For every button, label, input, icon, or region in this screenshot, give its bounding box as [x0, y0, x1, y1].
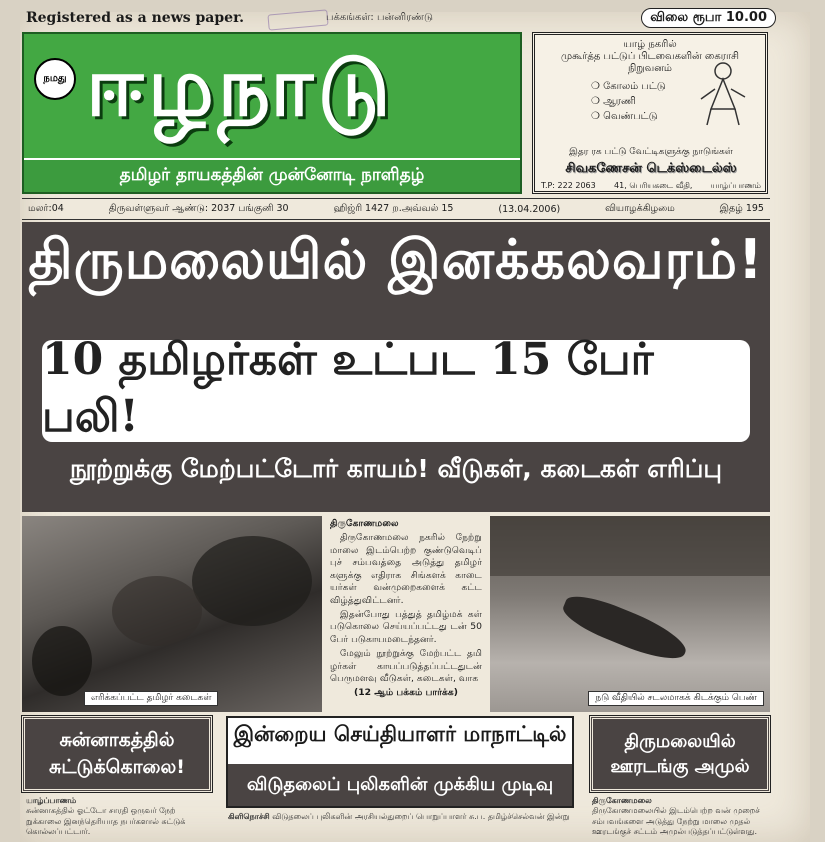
- page-count: பக்கங்கள்: பன்னிரண்டு: [326, 12, 433, 23]
- burned-shops-photo: [22, 516, 322, 712]
- ad-phone: T.P: 222 2063: [541, 181, 596, 190]
- lead-story: [326, 516, 486, 712]
- left-story-snippet: [26, 796, 212, 838]
- masthead: [22, 32, 522, 194]
- third-headline: நூற்றுக்கு மேற்பட்டோர் காயம்! வீடுகள், கடைகள் எரிப்பு: [70, 454, 722, 483]
- ad-box: [532, 32, 768, 194]
- top-strip: [26, 8, 776, 30]
- tagline-bar: [24, 158, 520, 192]
- street-victim-photo: [490, 516, 770, 712]
- ad-item: ❍ வெண்பட்டு: [591, 111, 759, 123]
- box-left-line2: சுட்டுக்கொலை!: [49, 756, 185, 778]
- headline-block: [22, 222, 770, 512]
- ad-city: யாழ்ப்பாணம்: [710, 181, 761, 190]
- right-story-snippet: [592, 796, 770, 838]
- story-dateline: திருகோணமலை: [330, 518, 399, 529]
- woman-figure-icon: [693, 59, 751, 127]
- curfew-box: [590, 716, 770, 792]
- snippet-body: திருகோணமலையில் இடம்பெற்ற வன் முறைச் சம்பவங்களை அடுத்து நேற்று மாலை முதல் ஊரடங்குச் சட்டம் அமுல்படுத்தப்பட்டுள்ளது.: [592, 806, 760, 837]
- price-badge: விலை ரூபா 10.00: [641, 8, 776, 28]
- smoke-shape: [32, 626, 92, 696]
- snippet-body: சுன்னாகத்தில் ஓட்டோ சாரதி ஒருவர் நேற் றுக்காலை இனந்தெரியாத நபர்களால் சுட்டுக் கொல்லப்பட்டார்.: [26, 806, 186, 837]
- ad-address-row: [541, 181, 761, 191]
- snippet-dateline: கிளிநொச்சி: [228, 812, 270, 821]
- tagline: தமிழர் தாயகத்தின் முன்னோடி நாளிதழ்: [119, 165, 425, 185]
- chunnakam-box: [22, 716, 212, 792]
- ad-tail: இதர ரக பட்டு வேட்டிகளுக்கு நாடுங்கள்: [569, 147, 733, 157]
- main-headline: திருமலையில் இனக்கலவரம்!: [28, 228, 764, 291]
- ad-line1: யாழ் நகரில்: [623, 39, 677, 50]
- newspaper-title: ஈழநாடு: [86, 40, 395, 135]
- volume: மலர்:04: [28, 203, 64, 214]
- story-paragraph: மேலும் நூற்றுக்கு மேற்பட்ட தமி ழர்கள் காயப்படுத்தப்பட்டதுடன் பெருமளவு வீடுகள், கடைகள், வாக: [330, 648, 482, 685]
- subheadline-box: [42, 334, 750, 442]
- issue-date: (13.04.2006): [498, 203, 561, 215]
- subheadline: 10 தமிழர்கள் உட்பட 15 பேர் பலி!: [42, 334, 654, 442]
- snippet-dateline: திருகோணமலை: [592, 796, 652, 805]
- story-paragraph: திருகோணமலை நகரில் நேற்று மாலை இடம்பெற்ற குண்டுவெடிப் புச் சம்பவத்தை அடுத்து தமிழர் களுக்கு எதிராக சிங்களக் காடை யர்கள் வன்முறைகளைக் கட்ட விழ்த்துவிட்டனர்.: [330, 532, 482, 606]
- valluvar-year: திருவள்ளுவர் ஆண்டு: 2037 பங்குனி 30: [108, 203, 289, 214]
- masthead-panel: [24, 34, 520, 162]
- mid-story-snippet: [228, 812, 572, 822]
- victim-shape: [558, 588, 691, 668]
- box-left-line1: சுன்னாகத்தில்: [59, 729, 175, 752]
- issue-number: இதழ் 195: [719, 203, 764, 214]
- registration-note: Registered as a news paper.: [26, 10, 245, 26]
- hijri-date: ஹிஜ்ரி 1427 ற.அவ்வல் 15: [333, 203, 454, 214]
- ad-line2: முகூர்த்த பட்டுப் பிடவைகளின் கைராசி நிறுவனம்: [560, 51, 740, 74]
- box-right-line2: ஊரடங்கு அமுல்: [610, 756, 750, 777]
- box-mid-line1: இன்றைய செய்தியாளர் மாநாட்டில்: [233, 722, 567, 746]
- story-paragraph: இதன்போது பத்துத் தமிழ்மக் கள் படுகொலை செய்யப்பட்டது டன் 50 பேர் படுகாயமடைந்தனர்.: [330, 608, 482, 645]
- weekday: வியாழக்கிழமை: [605, 203, 675, 214]
- box-right-line1: திருமலையில்: [624, 730, 736, 752]
- ad-brand: சிவகணேசன் டெக்ஸ்டைல்ஸ்: [565, 161, 737, 176]
- press-conference-box: [226, 716, 574, 808]
- smoke-shape: [112, 576, 202, 646]
- box-mid-line2: விடுதலைப் புலிகளின் முக்கிய முடிவு: [246, 773, 554, 795]
- snippet-dateline: யாழ்ப்பாணம்: [26, 796, 77, 805]
- background-shape: [490, 516, 770, 576]
- masthead-badge: நமது: [34, 58, 76, 100]
- smoke-shape: [192, 536, 312, 626]
- ad-item: ❍ கோலம் பட்டு: [591, 81, 759, 93]
- snippet-body: விடுதலைப் புலிகளின் அரசியல்துறைப் பொறுப்பாளர் சு.ப. தமிழ்ச்செல்வன் இன்று: [272, 812, 570, 821]
- issue-info-line: [22, 198, 770, 220]
- photo-caption-right: நடு வீதியில் சடலமாகக் கிடக்கும் பெண்: [588, 691, 764, 706]
- photo-caption-left: எரிக்கப்பட்ட தமிழர் கடைகள்: [84, 691, 218, 706]
- box-mid-bar: [228, 764, 572, 806]
- ad-address: 41, பெரியகடை வீதி,: [614, 181, 693, 190]
- continued-note: (12 ஆம் பக்கம் பார்க்க): [354, 687, 458, 699]
- ad-item: ❍ ஆரணி: [591, 96, 759, 108]
